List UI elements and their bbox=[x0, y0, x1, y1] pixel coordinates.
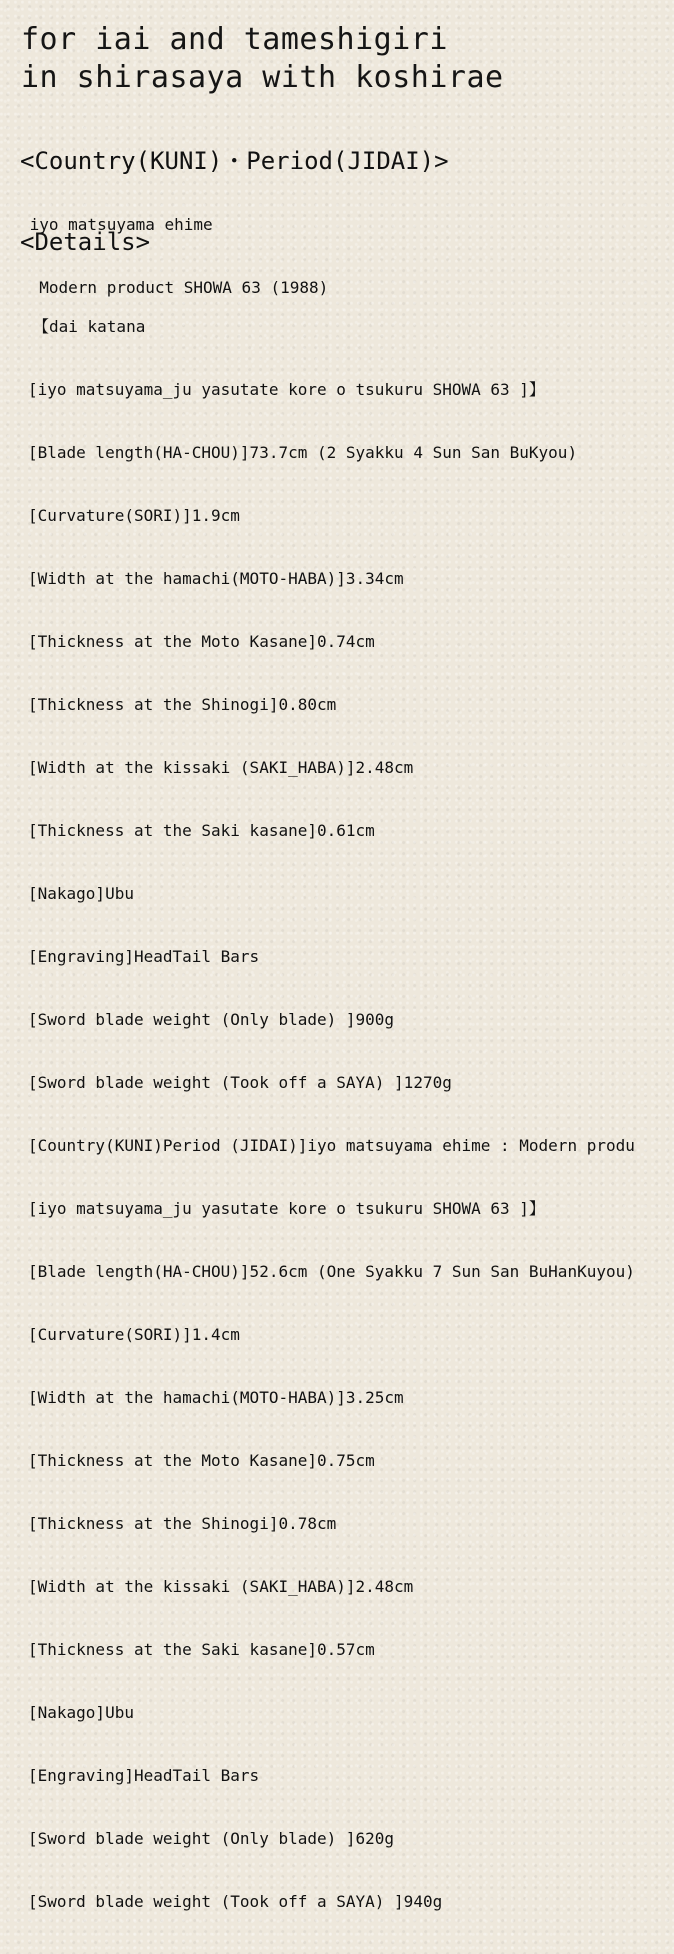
detail-line: [Sword blade weight (Only blade) ]620g bbox=[28, 1829, 395, 1848]
detail-line: [Sword blade weight (Took off a SAYA) ]1270g bbox=[28, 1073, 452, 1092]
detail-line: [Blade length(HA-CHOU)]73.7cm (2 Syakku 4 Sun San BuKyou) bbox=[28, 443, 578, 462]
details-section bbox=[20, 190, 635, 1954]
detail-line: [Curvature(SORI)]1.4cm bbox=[28, 1325, 240, 1344]
detail-line: [Thickness at the Moto Kasane]0.74cm bbox=[28, 632, 375, 651]
period-line: Modern product SHOWA 63 (1988) bbox=[20, 278, 329, 297]
detail-line: [Sword blade weight (Only blade) ]900g bbox=[28, 1010, 395, 1029]
detail-line: [Nakago]Ubu bbox=[28, 884, 134, 903]
detail-line: [Blade length(HA-CHOU)]52.6cm (One Syakku 7 Sun San BuHanKuyou) bbox=[28, 1262, 635, 1281]
document-title bbox=[21, 22, 504, 98]
detail-line: 【dai katana bbox=[33, 317, 146, 336]
country-line: iyo matsuyama ehime bbox=[20, 215, 213, 234]
details-heading: <Details> bbox=[20, 228, 151, 256]
detail-line: [Width at the hamachi(MOTO-HABA)]3.25cm bbox=[28, 1388, 404, 1407]
title-line-1: for iai and tameshigiri bbox=[21, 22, 448, 57]
detail-line: [iyo matsuyama_ju yasutate kore o tsukuru SHOWA 63 ]】 bbox=[28, 1199, 545, 1218]
detail-line: [Thickness at the Shinogi]0.78cm bbox=[28, 1514, 337, 1533]
detail-line: [Thickness at the Shinogi]0.80cm bbox=[28, 695, 337, 714]
detail-line: [Sword blade weight (Took off a SAYA) ]940g bbox=[28, 1892, 443, 1911]
detail-line: [Country(KUNI)Period (JIDAI)]iyo matsuyama ehime : Modern produ bbox=[28, 1136, 635, 1155]
detail-line: [Engraving]HeadTail Bars bbox=[28, 947, 260, 966]
detail-line: [Thickness at the Saki kasane]0.61cm bbox=[28, 821, 375, 840]
detail-line: [iyo matsuyama_ju yasutate kore o tsukuru SHOWA 63 ]】 bbox=[28, 380, 545, 399]
detail-line: [Thickness at the Saki kasane]0.57cm bbox=[28, 1640, 375, 1659]
detail-line: [Curvature(SORI)]1.9cm bbox=[28, 506, 240, 525]
detail-line: [Width at the hamachi(MOTO-HABA)]3.34cm bbox=[28, 569, 404, 588]
detail-line: [Width at the kissaki (SAKI_HABA)]2.48cm bbox=[28, 1577, 414, 1596]
detail-line: [Nakago]Ubu bbox=[28, 1703, 134, 1722]
country-period-heading: <Country(KUNI)・Period(JIDAI)> bbox=[20, 147, 449, 175]
title-line-2: in shirasaya with koshirae bbox=[21, 60, 504, 95]
detail-line: [Thickness at the Moto Kasane]0.75cm bbox=[28, 1451, 375, 1470]
detail-line: [Engraving]HeadTail Bars bbox=[28, 1766, 260, 1785]
detail-line: [Width at the kissaki (SAKI_HABA)]2.48cm bbox=[28, 758, 414, 777]
